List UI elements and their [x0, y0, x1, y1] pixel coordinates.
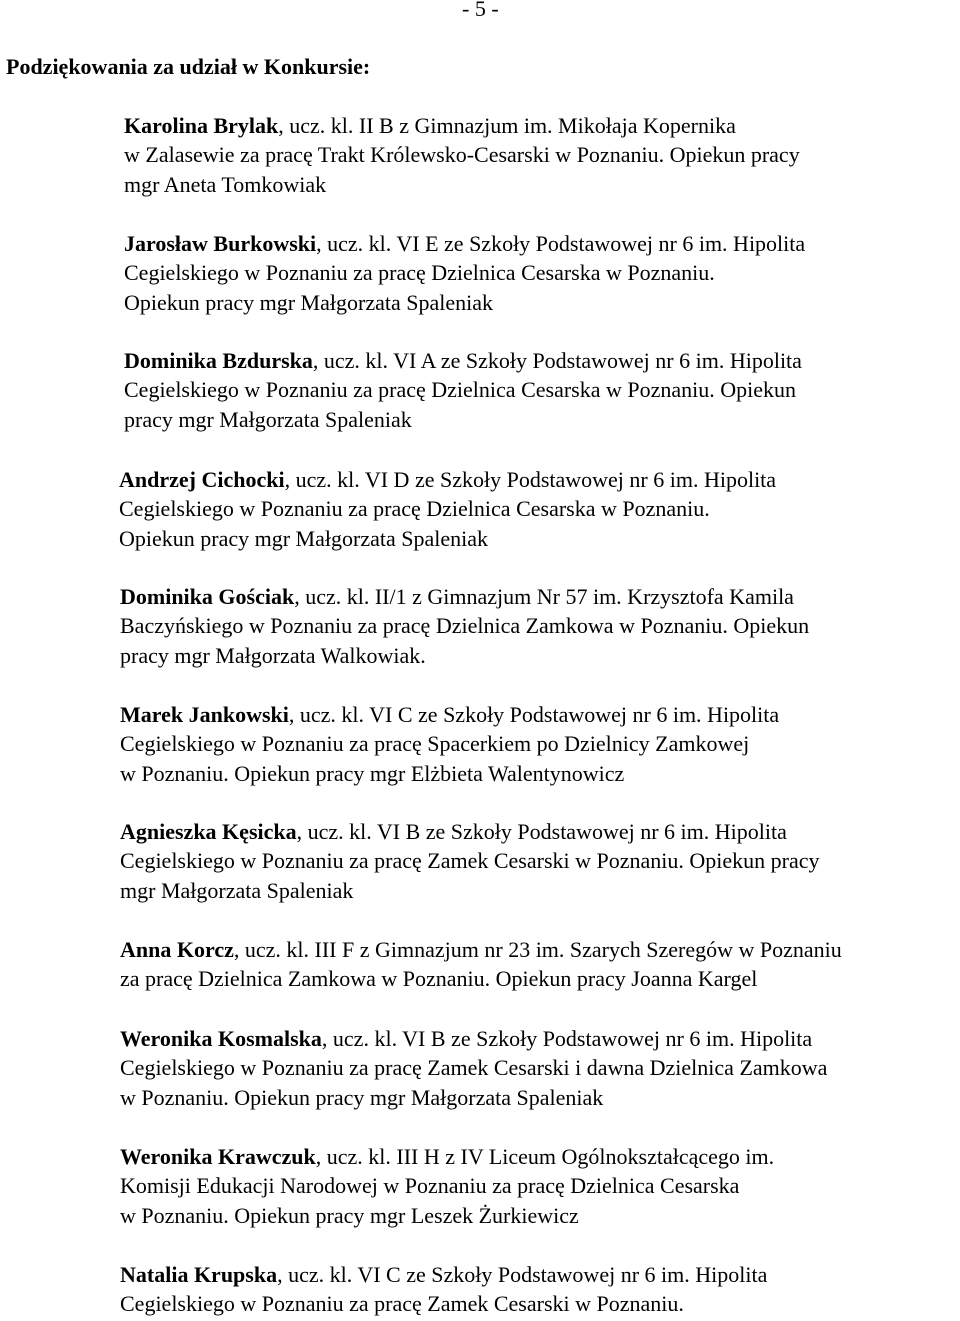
- participant-name: Karolina Brylak: [124, 113, 279, 138]
- participant-name: Jarosław Burkowski: [124, 231, 317, 256]
- entry-line: Baczyńskiego w Poznaniu za pracę Dzielnica Zamkowa w Poznaniu. Opiekun: [120, 613, 810, 639]
- participant-name: Marek Jankowski: [120, 702, 289, 727]
- award-entry: [119, 465, 959, 553]
- entry-details: , ucz. kl. III F z Gimnazjum nr 23 im. Szarych Szeregów w Poznaniu: [233, 937, 842, 962]
- award-entry: [124, 346, 960, 434]
- entry-line: Cegielskiego w Poznaniu za pracę Zamek Cesarski i dawna Dzielnica Zamkowa: [120, 1055, 828, 1081]
- entry-first-line: [120, 582, 960, 611]
- entry-details: , ucz. kl. VI D ze Szkoły Podstawowej nr 6 im. Hipolita: [284, 467, 777, 492]
- entry-details: , ucz. kl. II B z Gimnazjum im. Mikołaja Kopernika: [278, 113, 736, 138]
- entry-line: Cegielskiego w Poznaniu za pracę Zamek Cesarski w Poznaniu. Opiekun pracy: [120, 848, 820, 874]
- entry-line: Cegielskiego w Poznaniu za pracę Dzielnica Cesarska w Poznaniu.: [119, 496, 710, 522]
- section-heading: Podziękowania za udział w Konkursie:: [6, 54, 371, 79]
- entry-line: za pracę Dzielnica Zamkowa w Poznaniu. Opiekun pracy Joanna Kargel: [120, 966, 758, 992]
- page-number: - 5 -: [462, 0, 499, 21]
- award-entry: [120, 1260, 960, 1319]
- entry-line: w Poznaniu. Opiekun pracy mgr Małgorzata Spaleniak: [120, 1084, 604, 1110]
- participant-name: Weronika Kosmalska: [120, 1026, 322, 1051]
- award-entry: [120, 935, 960, 994]
- entry-first-line: [120, 1142, 960, 1171]
- participant-name: Andrzej Cichocki: [119, 467, 285, 492]
- participant-name: Weronika Krawczuk: [120, 1144, 316, 1169]
- entry-details: , ucz. kl. II/1 z Gimnazjum Nr 57 im. Krzysztofa Kamila: [294, 584, 794, 609]
- entry-first-line: [120, 1260, 960, 1289]
- participant-name: Natalia Krupska: [120, 1262, 278, 1287]
- entry-line: mgr Małgorzata Spaleniak: [120, 877, 354, 903]
- entry-line: Cegielskiego w Poznaniu za pracę Zamek Cesarski w Poznaniu.: [120, 1291, 684, 1317]
- participant-name: Agnieszka Kęsicka: [120, 819, 297, 844]
- participant-name: Anna Korcz: [120, 937, 234, 962]
- entry-details: , ucz. kl. VI B ze Szkoły Podstawowej nr 6 im. Hipolita: [296, 819, 787, 844]
- entry-line: Cegielskiego w Poznaniu za pracę Dzielnica Cesarska w Poznaniu. Opiekun: [124, 377, 797, 403]
- entry-line: Opiekun pracy mgr Małgorzata Spaleniak: [119, 525, 488, 551]
- entry-details: , ucz. kl. VI A ze Szkoły Podstawowej nr 6 im. Hipolita: [312, 348, 802, 373]
- participant-name: Dominika Bzdurska: [124, 348, 313, 373]
- entry-first-line: [120, 817, 960, 846]
- entry-first-line: [124, 229, 960, 258]
- entry-details: , ucz. kl. VI E ze Szkoły Podstawowej nr 6 im. Hipolita: [316, 231, 806, 256]
- award-entry: [120, 700, 960, 788]
- award-entry: [120, 817, 960, 905]
- entry-line: pracy mgr Małgorzata Walkowiak.: [120, 642, 426, 668]
- award-entry: [120, 1024, 960, 1112]
- entry-line: w Zalasewie za pracę Trakt Królewsko-Cesarski w Poznaniu. Opiekun pracy: [124, 142, 800, 168]
- entry-first-line: [119, 465, 959, 494]
- entry-line: Opiekun pracy mgr Małgorzata Spaleniak: [124, 289, 493, 315]
- entry-line: w Poznaniu. Opiekun pracy mgr Elżbieta Walentynowicz: [120, 760, 625, 786]
- award-entry: [120, 582, 960, 670]
- participant-name: Dominika Gościak: [120, 584, 295, 609]
- entry-line: pracy mgr Małgorzata Spaleniak: [124, 406, 412, 432]
- entry-line: w Poznaniu. Opiekun pracy mgr Leszek Żurkiewicz: [120, 1202, 579, 1228]
- award-entry: [120, 1142, 960, 1230]
- entry-details: , ucz. kl. III H z IV Liceum Ogólnokształcącego im.: [315, 1144, 775, 1169]
- entry-first-line: [120, 1024, 960, 1053]
- entry-details: , ucz. kl. VI C ze Szkoły Podstawowej nr 6 im. Hipolita: [277, 1262, 768, 1287]
- entry-line: Cegielskiego w Poznaniu za pracę Spacerkiem po Dzielnicy Zamkowej: [120, 731, 750, 757]
- entry-first-line: [120, 935, 960, 964]
- entry-first-line: [124, 346, 960, 375]
- entry-line: mgr Aneta Tomkowiak: [124, 171, 327, 197]
- entry-first-line: [120, 700, 960, 729]
- entry-details: , ucz. kl. VI C ze Szkoły Podstawowej nr 6 im. Hipolita: [288, 702, 780, 727]
- award-entry: [124, 229, 960, 317]
- entry-line: Cegielskiego w Poznaniu za pracę Dzielnica Cesarska w Poznaniu.: [124, 260, 715, 286]
- entry-first-line: [124, 111, 960, 140]
- entry-details: , ucz. kl. VI B ze Szkoły Podstawowej nr 6 im. Hipolita: [321, 1026, 813, 1051]
- award-entry: [124, 111, 960, 199]
- entry-line: Komisji Edukacji Narodowej w Poznaniu za pracę Dzielnica Cesarska: [120, 1173, 740, 1199]
